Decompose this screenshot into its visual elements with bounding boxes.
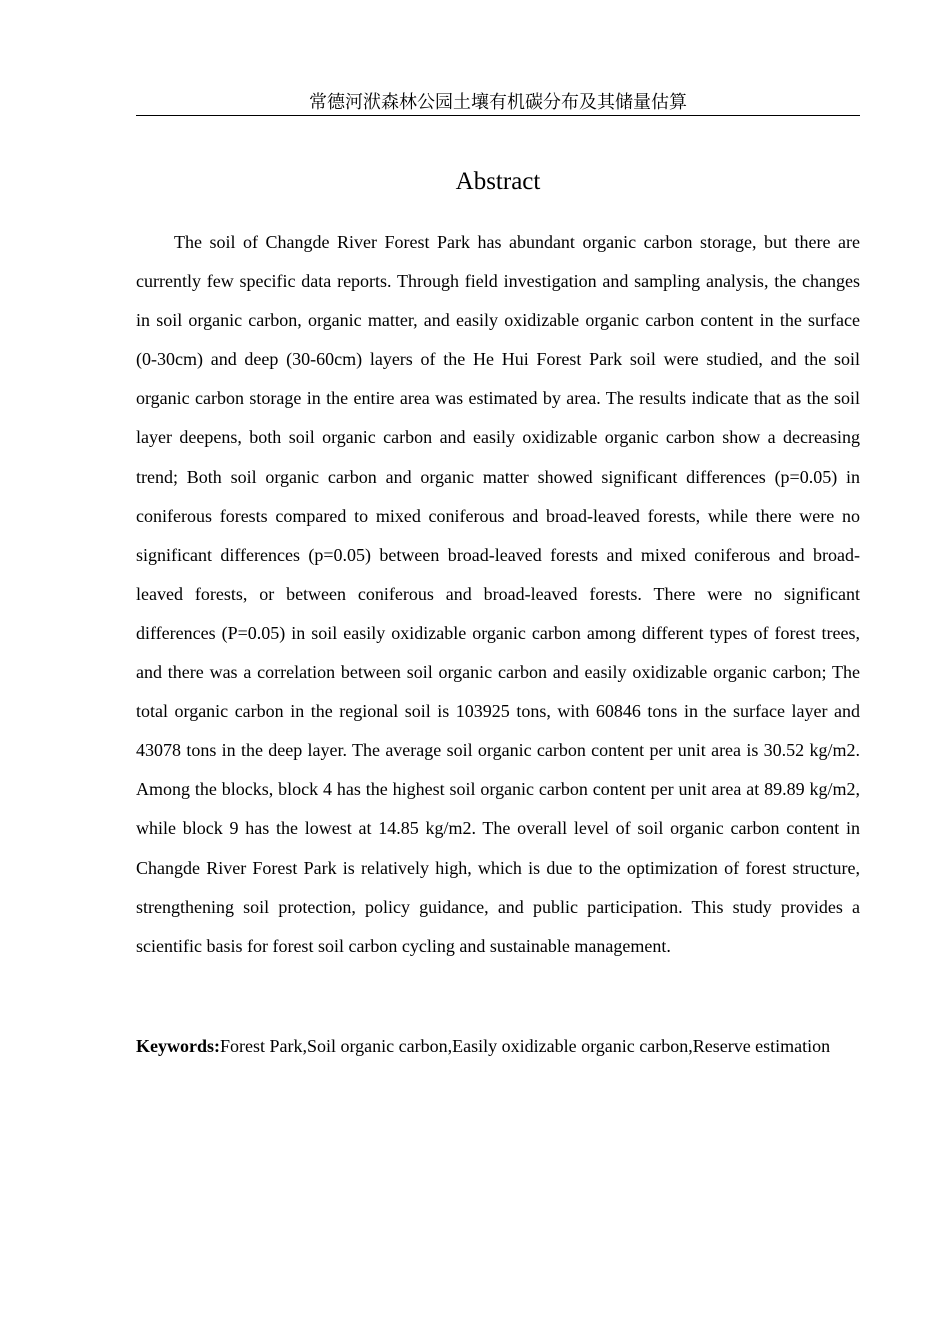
keywords-paragraph bbox=[136, 1027, 860, 1066]
abstract-title: Abstract bbox=[455, 168, 541, 195]
keywords-text: Forest Park,Soil organic carbon,Easily oxidizable organic carbon,Reserve estimation bbox=[220, 1036, 831, 1056]
keywords-label: Keywords: bbox=[136, 1036, 220, 1056]
abstract-body: The soil of Changde River Forest Park has abundant organic carbon storage, but there are currently few specific data reports. Through field investigation and sampling analysis, the changes in soil organic carbon, organic matter, and easily oxidizable organic carbon content in the surface (0-30cm) and deep (30-60cm) layers of the He Hui Forest Park soil were studied, and the soil organic carbon storage in the entire area was estimated by area. The results indicate that as the soil layer deepens, both soil organic carbon and easily oxidizable organic carbon show a decreasing trend; Both soil organic carbon and organic matter showed significant differences (p=0.05) in coniferous forests compared to mixed coniferous and broad-leaved forests, while there were no significant differences (p=0.05) between broad-leaved forests and mixed coniferous and broad-leaved forests, or between coniferous and broad-leaved forests. There were no significant differences (P=0.05) in soil easily oxidizable organic carbon among different types of forest trees, and there was a correlation between soil organic carbon and easily oxidizable organic carbon; The total organic carbon in the regional soil is 103925 tons, with 60846 tons in the surface layer and 43078 tons in the deep layer. The average soil organic carbon content per unit area is 30.52 kg/m2. Among the blocks, block 4 has the highest soil organic carbon content per unit area at 89.89 kg/m2, while block 9 has the lowest at 14.85 kg/m2. The overall level of soil organic carbon content in Changde River Forest Park is relatively high, which is due to the optimization of forest structure, strengthening soil protection, policy guidance, and public participation. This study provides a scientific basis for forest soil carbon cycling and sustainable management. bbox=[136, 232, 860, 956]
running-header: 常德河洑森林公园土壤有机碳分布及其储量估算 bbox=[136, 90, 860, 116]
